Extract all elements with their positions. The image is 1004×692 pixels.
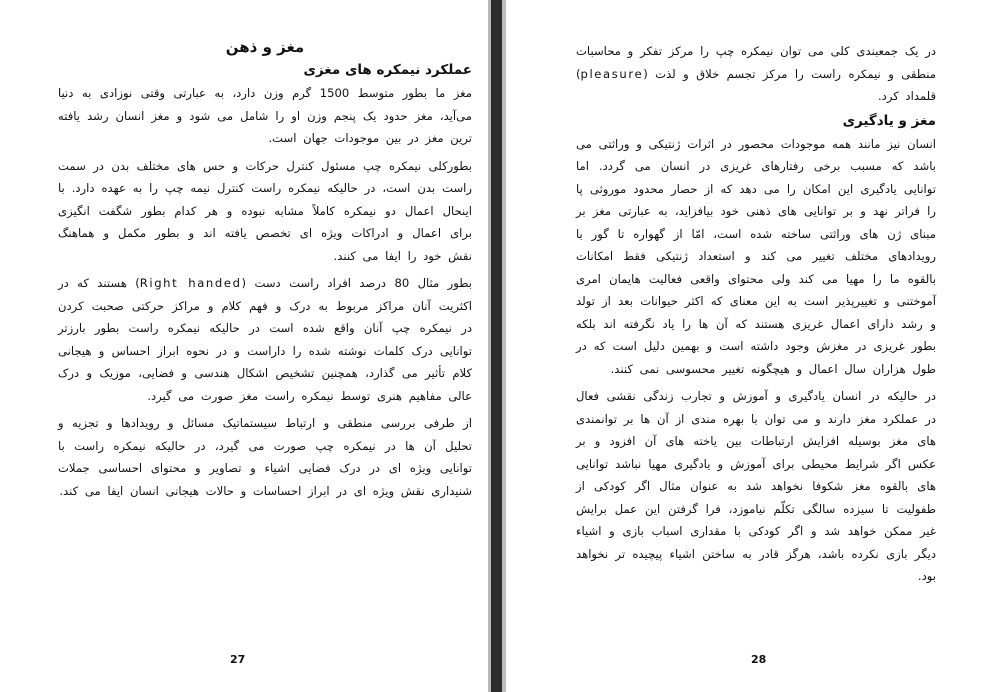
page-number-right: 28 — [751, 653, 767, 666]
paragraph: در حالیکه در انسان یادگیری و آموزش و تجارب زندگی نقشی فعال در عملکرد مغز دارند و می توان با بهره مندی از آن ها بر توانمندی های مغز بوسیله افزایش ارتباطات بین یاخته های آن افزود و بر عکس اگر شرایط محیطی برای آموزش و یادگیری مهیا نباشد توانایی های بالقوه مغز شکوفا نخواهد شد به عنوان مثال اگر کودکی از طفولیت تا سیزده سالگی تکلّم نیاموزد، فرا گرفتن این عمل برایش غیر ممکن خواهد شد و اگر کودکی با مقداری اسباب بازی و اشیاء دیگر بازی نکرده باشد، هرگز قادر به ساختن اشیاء پیچیده تر نخواهد بود. — [576, 389, 936, 583]
section-title-hemispheres: عملکرد نیمکره های مغزی — [303, 62, 472, 78]
paragraph: بطورکلی نیمکره چپ مسئول کنترل حرکات و حس های مختلف بدن در سمت راست بدن است، در حالیکه نیمکره راست کنترل نیمه چپ را به عهده دارد. با اینحال اعمال دو نیمکره کاملاً مشابه نبوده و هر کدام بطور شگفت انگیزی برای اعمال و ادراکات ویژه ای تخصص یافته اند و بطور مکمل و هماهنگ نقش خود را ایفا می کنند. — [58, 158, 472, 263]
paragraph: بطور مثال 80 درصد افراد راست دست (Right handed) هستند که در اکثریت آنان مراکز مربوط به درک و فهم کلام و مراکز حرکتی صحبت کردن در نیمکره چپ آنان واقع شده است در حالیکه نیمکره راست بطور بارزتر توانایی درک کلمات نوشته شده را داراست و در نحوه ابراز احساس و هیجانی کلام تأثیر می گذارد، همچنین تشخیص اشکال هندسی و فضایی، موزیک و درک عالی مفاهیم هنری توسط نیمکره راست مغز صورت می گیرد. — [58, 276, 472, 403]
right-page — [506, 0, 1004, 692]
left-page — [0, 0, 488, 692]
page-number-left: 27 — [230, 653, 246, 666]
paragraph: از طرفی بررسی منطقی و ارتباط سیستماتیک مسائل و رویدادها و تجزیه و تحلیل آن ها در نیمکره چپ صورت می گیرد، در حالیکه نیمکره راست با توانایی ویژه ای در درک فضایی اشیاء و تصاویر و محتوای احساسی جملات شنیداری نقش ویژه ای در ابراز احساسات و حالات هیجانی انسان ایفا می کند. — [58, 416, 472, 498]
chapter-title: مغز و ذهن — [225, 38, 305, 56]
right-page-content — [576, 40, 936, 593]
left-page-content — [58, 38, 472, 507]
paragraph: انسان نیز مانند همه موجودات محصور در اثرات ژنتیکی و وراثتی می باشد که مسبب برخی رفتارهای غریزی در انسان می گردد. اما توانایی یادگیری این امکان را می دهد که از حصار محدود موروثی پا را فراتر نهد و بر توانایی های ذهنی خود بیافزاید، به عبارتی مغز بر مبنای ژن های وراثتی ساخته شده است، امّا از گهواره تا گور با رویدادهای مختلف تغییر می کند و استعداد ژنتیکی فقط امکانات بالقوه ما را مهیا می کند ولی محتوای واقعی فعالیت هایمان امری آموختنی و تغییرپذیر است به این معنای که اکثر حیوانات بعد از تولد و رشد دارای اعمال غریزی هستند که آن ها را یاد نگرفته اند بلکه بطور غریزی در مغزش وجود داشته است و بهمین دلیل است که در طول هزاران سال اعمال و هیچگونه تغییر محسوسی نمی کنند. — [576, 136, 936, 376]
paragraph: مغز ما بطور متوسط 1500 گرم وزن دارد، به عبارتی وقتی نوزادی به دنیا می‌آید، مغز حدود یک پنجم وزن او را شامل می شود و مغز انسان رشد یافته ترین مغز در بین موجودات جهان است. — [58, 86, 472, 145]
paragraph: در یک جمعبندی کلی می توان نیمکره چپ را مرکز تفکر و محاسبات منطقی و نیمکره راست را مرکز تجسم خلاق و لذت (pleasure) قلمداد کرد. — [576, 44, 936, 103]
section-title-learning: مغز و یادگیری — [842, 112, 936, 129]
book-gutter — [491, 0, 502, 692]
